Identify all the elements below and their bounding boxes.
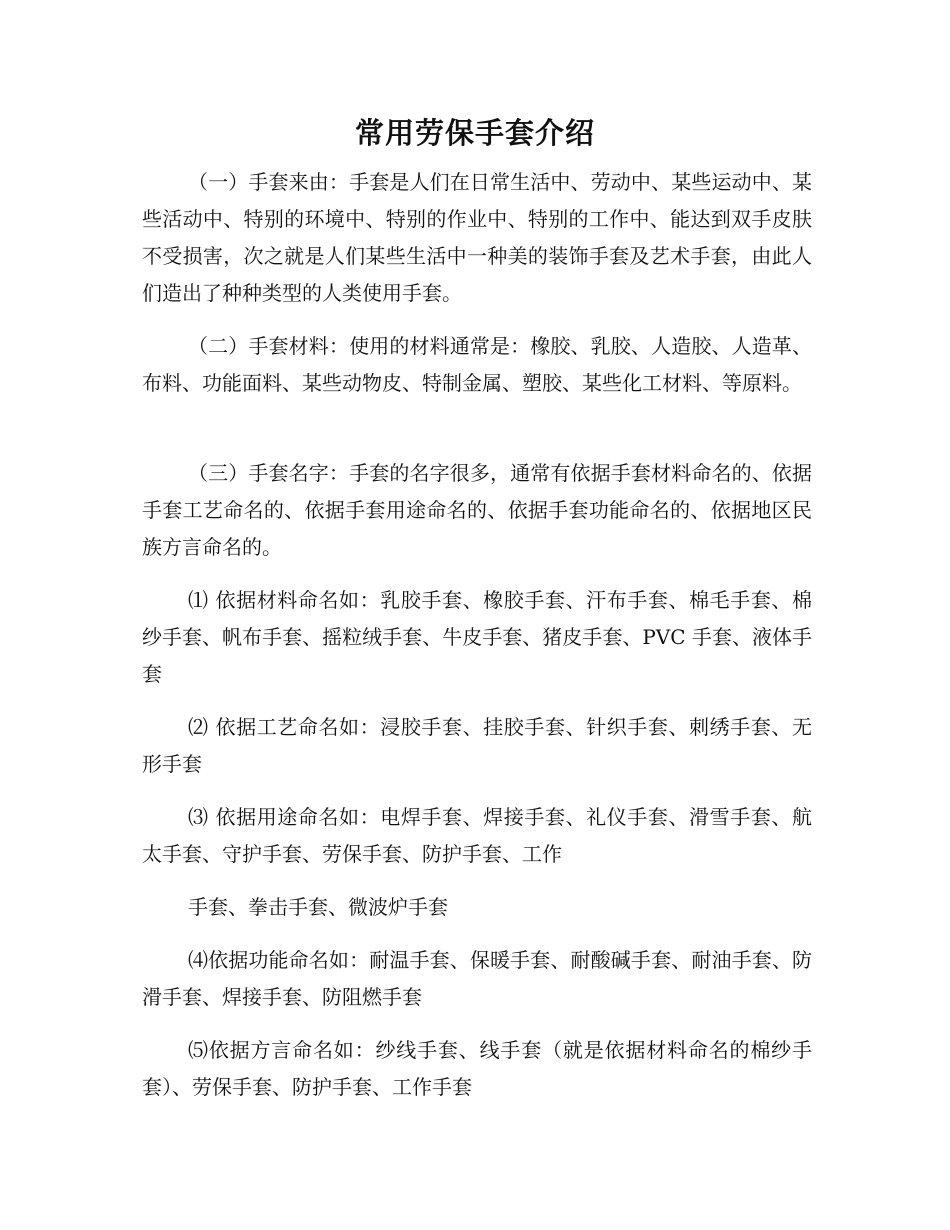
list-item-by-dialect: ⑸依据方言命名如：纱线手套、线手套（就是依据材料命名的棉纱手套）、劳保手套、防护手套、工作手套 bbox=[142, 1038, 812, 1099]
page-title: 常用劳保手套介绍 bbox=[354, 116, 595, 150]
list-item-by-material: ⑴ 依据材料命名如：乳胶手套、橡胶手套、汗布手套、棉毛手套、棉纱手套、帆布手套、摇粒绒手套、牛皮手套、猪皮手套、PVC 手套、液体手套 bbox=[142, 588, 812, 686]
list-item-by-function: ⑷依据功能命名如：耐温手套、保暖手套、耐酸碱手套、耐油手套、防滑手套、焊接手套、防阻燃手套 bbox=[142, 948, 812, 1009]
list-item-by-craft: ⑵ 依据工艺命名如：浸胶手套、挂胶手套、针织手套、刺绣手套、无形手套 bbox=[142, 715, 812, 776]
paragraph-materials: （二）手套材料：使用的材料通常是：橡胶、乳胶、人造胶、人造革、布料、功能面料、某些动物皮、特制金属、塑胶、某些化工材料、等原料。 bbox=[142, 334, 812, 395]
list-item-by-usage-continued: 手套、拳击手套、微波炉手套 bbox=[188, 895, 448, 919]
list-item-by-usage: ⑶ 依据用途命名如：电焊手套、焊接手套、礼仪手套、滑雪手套、航太手套、守护手套、劳保手套、防护手套、工作 bbox=[142, 805, 812, 866]
paragraph-names: （三）手套名字：手套的名字很多，通常有依据手套材料命名的、依据手套工艺命名的、依据手套用途命名的、依据手套功能命名的、依据地区民族方言命名的。 bbox=[142, 461, 812, 559]
paragraph-origin: （一）手套来由：手套是人们在日常生活中、劳动中、某些运动中、某些活动中、特别的环境中、特别的作业中、特别的工作中、能达到双手皮肤不受损害，次之就是人们某些生活中一种美的装饰手套及艺术手套，由此人们造出了种种类型的人类使用手套。 bbox=[142, 170, 812, 305]
